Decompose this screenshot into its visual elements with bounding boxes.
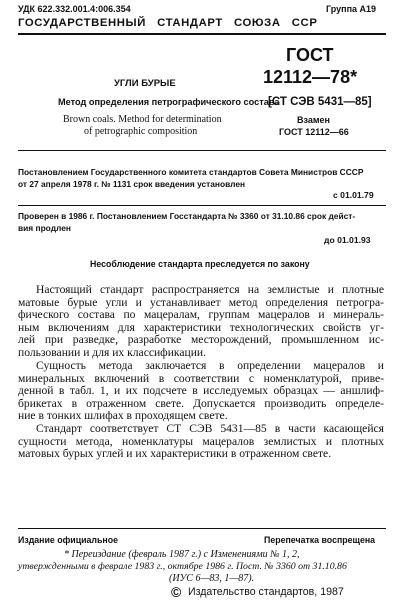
reprint-forbidden: Перепечатка воспрещена	[264, 535, 376, 545]
p1-line: пользовании и для их классификации.	[18, 345, 207, 359]
english-title-line-2: of petrographic composition	[84, 126, 198, 137]
body-paragraph-2	[18, 360, 384, 423]
official-edition: Издание официальное	[18, 535, 118, 545]
footer-rule	[18, 528, 386, 529]
document-subtitle: Метод определения петрографического состава	[58, 97, 280, 107]
body-paragraph-3	[18, 423, 384, 461]
p3-line: Стандарт соответствует СТ СЭВ 5431—85 в части касающейся	[36, 422, 384, 435]
replaces-label: Взамен	[297, 115, 330, 125]
body-paragraph-1	[18, 284, 384, 360]
review-line-2: вия продлен	[18, 223, 71, 233]
reissue-note-line-2: утвержденными в феврале 1983 г., октябре 1986 г. Пост. № 3360 от 31.10.86	[18, 561, 347, 572]
gost-number: 12112—78*	[263, 67, 358, 87]
replaces-value: ГОСТ 12112—66	[279, 127, 349, 137]
p1-line: фического состава по мацералам, группам мацералов и минераль-	[18, 308, 384, 322]
legal-notice: Несоблюдение стандарта преследуется по закону	[90, 259, 310, 269]
p1-line: лей при разведке, разработке месторождений, промышленном ис-	[18, 333, 384, 347]
copyright-icon: ©	[171, 584, 182, 600]
decree-date: с 01.01.79	[333, 190, 374, 200]
p3-line: сущности метода, номенклатуры мацералов землистых и плотных	[18, 434, 384, 448]
p3-line: матовых бурых углей и их характеристики в отраженном свете.	[18, 447, 332, 461]
group-code: Группа А19	[326, 4, 377, 14]
p1-line: ным включениям для характеристики технологических свойств уг-	[18, 320, 384, 334]
p2-line: денной в табл. 1, и их подсчете в исследуемых образцах — аншлиф-	[18, 384, 384, 398]
title-rule	[18, 150, 386, 151]
review-date: до 01.01.93	[324, 235, 371, 245]
p2-line: брикетах в отраженном свете. Допускается производить определе-	[18, 396, 384, 410]
p2-line: минеральных включений в соответствии с номенклатурой, приве-	[18, 371, 384, 385]
english-title-line-1: Brown coals. Method for determination	[63, 114, 222, 125]
reissue-note-line-3: (ИУС 6—83, 1—87).	[169, 573, 255, 584]
p1-line: матовые бурые угли и устанавливает метод определения петрогра-	[18, 295, 384, 309]
p1-line: Настоящий стандарт распространяется на землистые и плотные	[36, 283, 384, 296]
p2-line: ние в тонких шлифах в проходящем свете.	[18, 409, 228, 423]
decree-line-1: Постановлением Государственного комитета стандартов Совета Министров СССР	[18, 167, 364, 177]
udk-code: УДК 622.332.001.4:006.354	[18, 4, 131, 14]
gost-label: ГОСТ	[286, 45, 334, 65]
decree-line-2: от 27 апреля 1978 г. № 1131 срок введения установлен	[18, 179, 246, 189]
st-sev-reference: [СТ СЭВ 5431—85]	[268, 96, 372, 108]
header-rule	[18, 33, 386, 35]
decree-rule	[18, 205, 386, 206]
review-line-1: Проверен в 1986 г. Постановлением Госстандарта № 3360 от 31.10.86 срок дейст-	[18, 211, 356, 221]
reissue-note-line-1: * Переиздание (февраль 1987 г.) с Изменениями № 1, 2,	[64, 549, 300, 560]
publisher: Издательство стандартов, 1987	[188, 586, 344, 598]
standard-banner: ГОСУДАРСТВЕННЫЙ СТАНДАРТ СОЮЗА ССР	[18, 17, 318, 29]
document-title: УГЛИ БУРЫЕ	[114, 78, 176, 89]
p2-line: Сущность метода заключается в определении мацералов и	[36, 359, 384, 372]
